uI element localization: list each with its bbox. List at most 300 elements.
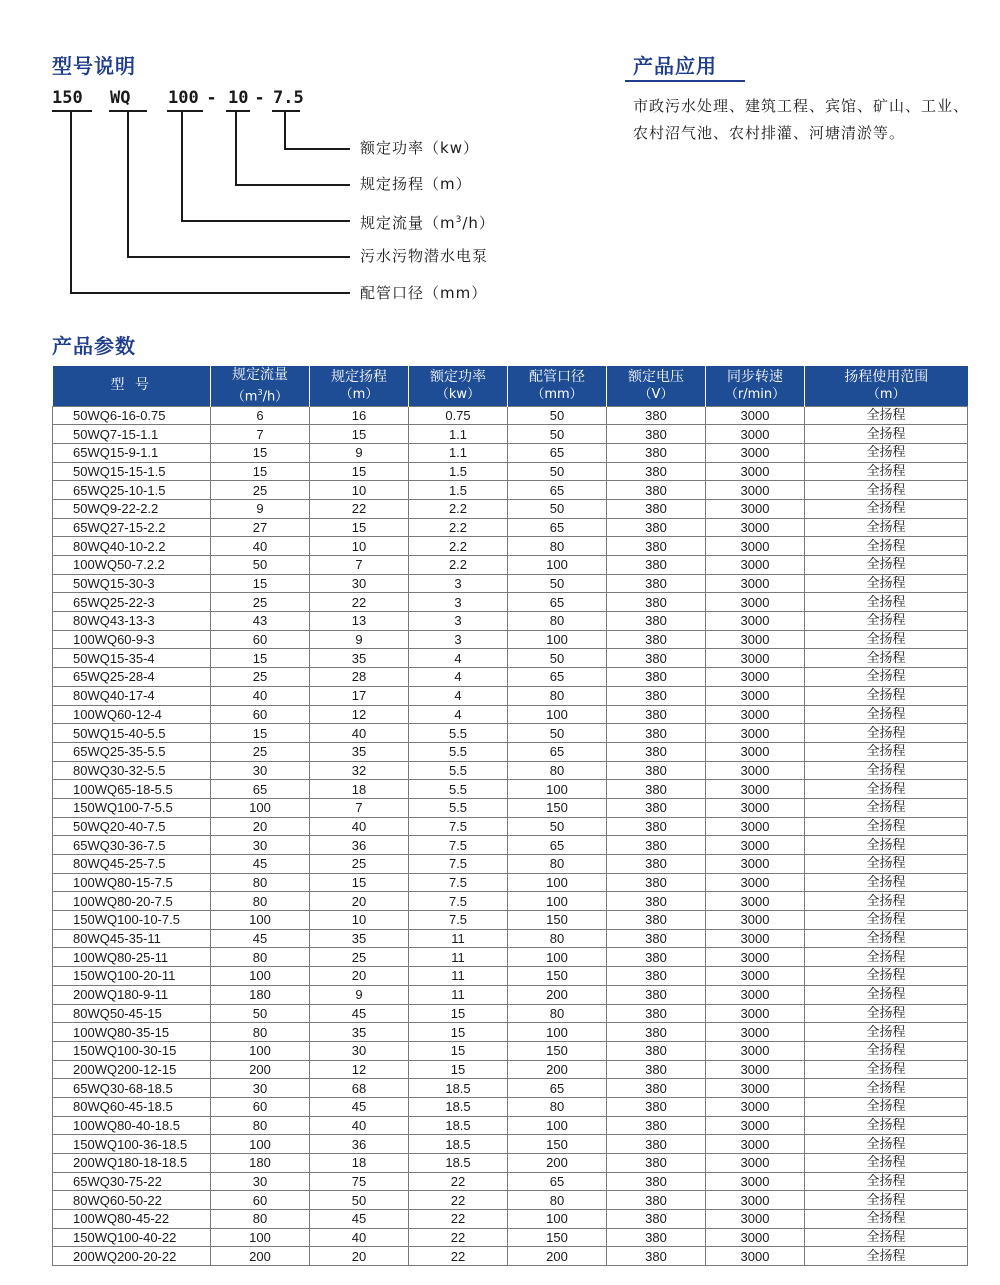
cell-head-range: 全扬程 <box>805 929 968 948</box>
table-row <box>53 518 968 537</box>
app-section-title: 产品应用 <box>633 54 717 78</box>
cell-model: 65WQ30-36-7.5 <box>53 836 211 855</box>
cell-model: 200WQ200-12-15 <box>53 1060 211 1079</box>
cell-voltage: 380 <box>607 537 706 556</box>
cell-head: 32 <box>310 761 409 780</box>
cell-head: 10 <box>310 481 409 500</box>
model-part-diameter: 150 <box>52 88 83 108</box>
cell-head: 15 <box>310 462 409 481</box>
cell-head: 45 <box>310 1004 409 1023</box>
table-row <box>53 425 968 444</box>
cell-head-range: 全扬程 <box>805 1135 968 1154</box>
cell-diameter: 50 <box>508 499 607 518</box>
app-section-underline <box>625 80 745 82</box>
cell-model: 150WQ100-40-22 <box>53 1228 211 1247</box>
cell-voltage: 380 <box>607 1154 706 1173</box>
cell-voltage: 380 <box>607 724 706 743</box>
cell-head-range: 全扬程 <box>805 668 968 687</box>
cell-head-range: 全扬程 <box>805 518 968 537</box>
cell-diameter: 150 <box>508 798 607 817</box>
cell-model: 100WQ60-12-4 <box>53 705 211 724</box>
cell-power: 11 <box>409 948 508 967</box>
cell-head-range: 全扬程 <box>805 1172 968 1191</box>
cell-speed: 3000 <box>706 462 805 481</box>
table-row <box>53 1247 968 1266</box>
cell-head-range: 全扬程 <box>805 967 968 986</box>
cell-voltage: 380 <box>607 742 706 761</box>
table-row <box>53 443 968 462</box>
cell-model: 150WQ100-20-11 <box>53 967 211 986</box>
cell-head: 16 <box>310 406 409 425</box>
cell-diameter: 100 <box>508 1023 607 1042</box>
cell-voltage: 380 <box>607 612 706 631</box>
cell-speed: 3000 <box>706 443 805 462</box>
header-model: 型 号 <box>53 366 211 406</box>
cell-flow: 25 <box>211 481 310 500</box>
cell-head: 18 <box>310 780 409 799</box>
cell-head: 40 <box>310 1228 409 1247</box>
cell-flow: 50 <box>211 556 310 575</box>
table-body <box>53 406 968 1266</box>
cell-diameter: 100 <box>508 948 607 967</box>
cell-diameter: 100 <box>508 892 607 911</box>
cell-speed: 3000 <box>706 537 805 556</box>
table-row <box>53 985 968 1004</box>
cell-model: 150WQ100-30-15 <box>53 1041 211 1060</box>
cell-voltage: 380 <box>607 1135 706 1154</box>
model-part-type: WQ <box>110 88 131 108</box>
connector-type <box>127 111 129 258</box>
table-row <box>53 836 968 855</box>
cell-voltage: 380 <box>607 761 706 780</box>
legend-flow: 规定流量$(m^3/h)$ <box>360 214 495 232</box>
cell-diameter: 80 <box>508 929 607 948</box>
cell-voltage: 380 <box>607 406 706 425</box>
header-diameter: 配管口径 （mm） <box>508 366 607 406</box>
model-underline <box>272 110 300 112</box>
cell-flow: 80 <box>211 948 310 967</box>
cell-voltage: 380 <box>607 481 706 500</box>
cell-head-range: 全扬程 <box>805 1210 968 1229</box>
header-voltage: 额定电压 （V） <box>607 366 706 406</box>
cell-head: 18 <box>310 1154 409 1173</box>
header-power: 额定功率 （kw） <box>409 366 508 406</box>
cell-speed: 3000 <box>706 1097 805 1116</box>
cell-diameter: 50 <box>508 462 607 481</box>
cell-diameter: 65 <box>508 1079 607 1098</box>
cell-model: 100WQ60-9-3 <box>53 630 211 649</box>
cell-flow: 6 <box>211 406 310 425</box>
cell-voltage: 380 <box>607 1247 706 1266</box>
cell-head: 9 <box>310 985 409 1004</box>
cell-power: 7.5 <box>409 817 508 836</box>
cell-diameter: 65 <box>508 1172 607 1191</box>
cell-speed: 3000 <box>706 1023 805 1042</box>
model-section-title: 型号说明 <box>52 54 136 78</box>
cell-model: 80WQ45-35-11 <box>53 929 211 948</box>
cell-speed: 3000 <box>706 892 805 911</box>
connector-flow <box>181 220 350 222</box>
cell-speed: 3000 <box>706 761 805 780</box>
cell-head-range: 全扬程 <box>805 1116 968 1135</box>
connector-type <box>127 256 350 258</box>
cell-power: 4 <box>409 668 508 687</box>
table-row <box>53 929 968 948</box>
cell-speed: 3000 <box>706 798 805 817</box>
cell-voltage: 380 <box>607 873 706 892</box>
cell-flow: 50 <box>211 1004 310 1023</box>
table-row <box>53 742 968 761</box>
cell-flow: 60 <box>211 705 310 724</box>
cell-voltage: 380 <box>607 462 706 481</box>
cell-model: 80WQ30-32-5.5 <box>53 761 211 780</box>
cell-voltage: 380 <box>607 1097 706 1116</box>
cell-diameter: 80 <box>508 1004 607 1023</box>
cell-model: 65WQ25-10-1.5 <box>53 481 211 500</box>
model-dash: - <box>256 88 264 108</box>
cell-power: 18.5 <box>409 1154 508 1173</box>
cell-voltage: 380 <box>607 705 706 724</box>
cell-voltage: 380 <box>607 630 706 649</box>
cell-head-range: 全扬程 <box>805 742 968 761</box>
cell-flow: 180 <box>211 985 310 1004</box>
cell-power: 5.5 <box>409 724 508 743</box>
cell-model: 65WQ30-75-22 <box>53 1172 211 1191</box>
table-row <box>53 593 968 612</box>
table-row <box>53 705 968 724</box>
cell-head-range: 全扬程 <box>805 556 968 575</box>
cell-flow: 7 <box>211 425 310 444</box>
cell-power: 5.5 <box>409 742 508 761</box>
cell-diameter: 80 <box>508 855 607 874</box>
cell-voltage: 380 <box>607 1041 706 1060</box>
cell-head-range: 全扬程 <box>805 406 968 425</box>
cell-head-range: 全扬程 <box>805 686 968 705</box>
cell-speed: 3000 <box>706 855 805 874</box>
cell-flow: 200 <box>211 1060 310 1079</box>
cell-speed: 3000 <box>706 817 805 836</box>
cell-model: 65WQ27-15-2.2 <box>53 518 211 537</box>
cell-head: 40 <box>310 1116 409 1135</box>
cell-voltage: 380 <box>607 1023 706 1042</box>
cell-head: 20 <box>310 892 409 911</box>
table-row <box>53 1116 968 1135</box>
table-row <box>53 967 968 986</box>
cell-voltage: 380 <box>607 929 706 948</box>
cell-head: 9 <box>310 443 409 462</box>
cell-model: 65WQ15-9-1.1 <box>53 443 211 462</box>
cell-flow: 43 <box>211 612 310 631</box>
cell-speed: 3000 <box>706 1172 805 1191</box>
cell-model: 150WQ100-7-5.5 <box>53 798 211 817</box>
table-row <box>53 1228 968 1247</box>
cell-speed: 3000 <box>706 425 805 444</box>
cell-flow: 25 <box>211 668 310 687</box>
table-row <box>53 724 968 743</box>
cell-voltage: 380 <box>607 649 706 668</box>
table-row <box>53 817 968 836</box>
cell-speed: 3000 <box>706 1060 805 1079</box>
cell-flow: 80 <box>211 892 310 911</box>
cell-voltage: 380 <box>607 443 706 462</box>
cell-voltage: 380 <box>607 798 706 817</box>
cell-head: 25 <box>310 948 409 967</box>
cell-model: 65WQ25-35-5.5 <box>53 742 211 761</box>
cell-diameter: 50 <box>508 425 607 444</box>
cell-speed: 3000 <box>706 985 805 1004</box>
cell-speed: 3000 <box>706 649 805 668</box>
cell-model: 100WQ80-25-11 <box>53 948 211 967</box>
cell-speed: 3000 <box>706 929 805 948</box>
params-table <box>52 366 968 1266</box>
model-underline <box>52 110 92 112</box>
cell-model: 50WQ15-15-1.5 <box>53 462 211 481</box>
cell-power: 7.5 <box>409 836 508 855</box>
cell-power: 15 <box>409 1004 508 1023</box>
cell-flow: 60 <box>211 630 310 649</box>
cell-head: 36 <box>310 836 409 855</box>
cell-flow: 40 <box>211 686 310 705</box>
cell-flow: 200 <box>211 1247 310 1266</box>
cell-flow: 30 <box>211 1172 310 1191</box>
cell-diameter: 150 <box>508 1135 607 1154</box>
cell-speed: 3000 <box>706 593 805 612</box>
cell-voltage: 380 <box>607 855 706 874</box>
cell-flow: 100 <box>211 911 310 930</box>
cell-model: 50WQ15-40-5.5 <box>53 724 211 743</box>
cell-diameter: 80 <box>508 537 607 556</box>
cell-speed: 3000 <box>706 1154 805 1173</box>
cell-flow: 40 <box>211 537 310 556</box>
cell-head-range: 全扬程 <box>805 1060 968 1079</box>
cell-power: 3 <box>409 574 508 593</box>
cell-flow: 30 <box>211 1079 310 1098</box>
cell-speed: 3000 <box>706 556 805 575</box>
table-row <box>53 612 968 631</box>
cell-speed: 3000 <box>706 406 805 425</box>
cell-power: 22 <box>409 1191 508 1210</box>
cell-voltage: 380 <box>607 1228 706 1247</box>
cell-model: 80WQ40-10-2.2 <box>53 537 211 556</box>
cell-power: 1.1 <box>409 443 508 462</box>
cell-head: 25 <box>310 855 409 874</box>
cell-speed: 3000 <box>706 1135 805 1154</box>
cell-flow: 15 <box>211 649 310 668</box>
cell-diameter: 100 <box>508 1210 607 1229</box>
cell-power: 22 <box>409 1247 508 1266</box>
cell-head: 30 <box>310 1041 409 1060</box>
cell-head-range: 全扬程 <box>805 724 968 743</box>
cell-model: 80WQ60-50-22 <box>53 1191 211 1210</box>
cell-speed: 3000 <box>706 1079 805 1098</box>
cell-power: 3 <box>409 630 508 649</box>
cell-power: 4 <box>409 686 508 705</box>
cell-speed: 3000 <box>706 1247 805 1266</box>
cell-power: 22 <box>409 1172 508 1191</box>
cell-power: 1.5 <box>409 462 508 481</box>
cell-voltage: 380 <box>607 1172 706 1191</box>
cell-head: 45 <box>310 1097 409 1116</box>
cell-head-range: 全扬程 <box>805 1023 968 1042</box>
cell-head-range: 全扬程 <box>805 798 968 817</box>
table-row <box>53 1079 968 1098</box>
cell-flow: 25 <box>211 593 310 612</box>
cell-voltage: 380 <box>607 911 706 930</box>
cell-model: 65WQ30-68-18.5 <box>53 1079 211 1098</box>
cell-head: 12 <box>310 1060 409 1079</box>
cell-head-range: 全扬程 <box>805 985 968 1004</box>
model-part-flow: 100 <box>168 88 199 108</box>
cell-voltage: 380 <box>607 556 706 575</box>
cell-diameter: 50 <box>508 817 607 836</box>
table-row <box>53 649 968 668</box>
connector-diameter <box>70 292 350 294</box>
cell-flow: 80 <box>211 1210 310 1229</box>
cell-flow: 100 <box>211 798 310 817</box>
cell-power: 5.5 <box>409 780 508 799</box>
cell-diameter: 200 <box>508 1060 607 1079</box>
cell-speed: 3000 <box>706 499 805 518</box>
cell-head: 75 <box>310 1172 409 1191</box>
cell-diameter: 100 <box>508 1116 607 1135</box>
cell-head: 9 <box>310 630 409 649</box>
cell-speed: 3000 <box>706 1210 805 1229</box>
cell-model: 65WQ25-28-4 <box>53 668 211 687</box>
cell-voltage: 380 <box>607 574 706 593</box>
cell-flow: 15 <box>211 443 310 462</box>
cell-flow: 30 <box>211 836 310 855</box>
table-row <box>53 1210 968 1229</box>
cell-flow: 65 <box>211 780 310 799</box>
cell-voltage: 380 <box>607 967 706 986</box>
cell-power: 1.5 <box>409 481 508 500</box>
cell-voltage: 380 <box>607 425 706 444</box>
cell-head-range: 全扬程 <box>805 836 968 855</box>
cell-model: 150WQ100-36-18.5 <box>53 1135 211 1154</box>
cell-speed: 3000 <box>706 686 805 705</box>
cell-power: 0.75 <box>409 406 508 425</box>
cell-power: 3 <box>409 612 508 631</box>
cell-head-range: 全扬程 <box>805 574 968 593</box>
cell-diameter: 80 <box>508 761 607 780</box>
model-underline <box>226 110 250 112</box>
table-row <box>53 630 968 649</box>
header-head: 规定扬程 （m） <box>310 366 409 406</box>
cell-diameter: 80 <box>508 1191 607 1210</box>
cell-voltage: 380 <box>607 892 706 911</box>
cell-diameter: 65 <box>508 593 607 612</box>
cell-model: 80WQ40-17-4 <box>53 686 211 705</box>
cell-power: 2.2 <box>409 499 508 518</box>
model-underline <box>167 110 203 112</box>
cell-head: 15 <box>310 425 409 444</box>
table-row <box>53 911 968 930</box>
table-row <box>53 462 968 481</box>
table-row <box>53 499 968 518</box>
cell-voltage: 380 <box>607 1079 706 1098</box>
cell-head-range: 全扬程 <box>805 948 968 967</box>
cell-power: 18.5 <box>409 1079 508 1098</box>
cell-power: 15 <box>409 1041 508 1060</box>
cell-power: 11 <box>409 985 508 1004</box>
cell-head: 17 <box>310 686 409 705</box>
table-row <box>53 481 968 500</box>
cell-speed: 3000 <box>706 668 805 687</box>
cell-head: 36 <box>310 1135 409 1154</box>
cell-power: 2.2 <box>409 556 508 575</box>
cell-model: 100WQ80-20-7.5 <box>53 892 211 911</box>
cell-model: 100WQ80-45-22 <box>53 1210 211 1229</box>
cell-model: 65WQ25-22-3 <box>53 593 211 612</box>
cell-flow: 9 <box>211 499 310 518</box>
cell-head: 40 <box>310 724 409 743</box>
model-dash: - <box>208 88 216 108</box>
cell-power: 3 <box>409 593 508 612</box>
table-row <box>53 1154 968 1173</box>
cell-voltage: 380 <box>607 668 706 687</box>
cell-voltage: 380 <box>607 1060 706 1079</box>
cell-head-range: 全扬程 <box>805 1228 968 1247</box>
cell-model: 100WQ80-35-15 <box>53 1023 211 1042</box>
cell-speed: 3000 <box>706 873 805 892</box>
model-part-power: 7.5 <box>273 88 304 108</box>
table-row <box>53 686 968 705</box>
cell-head-range: 全扬程 <box>805 705 968 724</box>
cell-head-range: 全扬程 <box>805 1247 968 1266</box>
cell-head: 10 <box>310 911 409 930</box>
cell-model: 80WQ50-45-15 <box>53 1004 211 1023</box>
cell-head-range: 全扬程 <box>805 761 968 780</box>
cell-voltage: 380 <box>607 1004 706 1023</box>
cell-diameter: 100 <box>508 873 607 892</box>
cell-voltage: 380 <box>607 686 706 705</box>
cell-voltage: 380 <box>607 1116 706 1135</box>
cell-head: 12 <box>310 705 409 724</box>
table-row <box>53 537 968 556</box>
cell-speed: 3000 <box>706 1228 805 1247</box>
table-row <box>53 892 968 911</box>
connector-power <box>284 148 350 150</box>
table-row <box>53 780 968 799</box>
cell-head-range: 全扬程 <box>805 630 968 649</box>
cell-head: 15 <box>310 873 409 892</box>
cell-head: 22 <box>310 593 409 612</box>
cell-head: 45 <box>310 1210 409 1229</box>
cell-flow: 45 <box>211 929 310 948</box>
cell-flow: 20 <box>211 817 310 836</box>
table-row <box>53 855 968 874</box>
cell-speed: 3000 <box>706 967 805 986</box>
cell-power: 7.5 <box>409 873 508 892</box>
table-row <box>53 798 968 817</box>
cell-flow: 80 <box>211 1116 310 1135</box>
cell-flow: 80 <box>211 873 310 892</box>
cell-flow: 60 <box>211 1097 310 1116</box>
cell-head-range: 全扬程 <box>805 1004 968 1023</box>
cell-voltage: 380 <box>607 593 706 612</box>
cell-power: 15 <box>409 1023 508 1042</box>
cell-power: 18.5 <box>409 1116 508 1135</box>
cell-speed: 3000 <box>706 1191 805 1210</box>
cell-power: 1.1 <box>409 425 508 444</box>
cell-voltage: 380 <box>607 1210 706 1229</box>
cell-voltage: 380 <box>607 780 706 799</box>
cell-head: 35 <box>310 649 409 668</box>
table-row <box>53 948 968 967</box>
cell-head: 20 <box>310 1247 409 1266</box>
table-row <box>53 1041 968 1060</box>
cell-diameter: 200 <box>508 1154 607 1173</box>
